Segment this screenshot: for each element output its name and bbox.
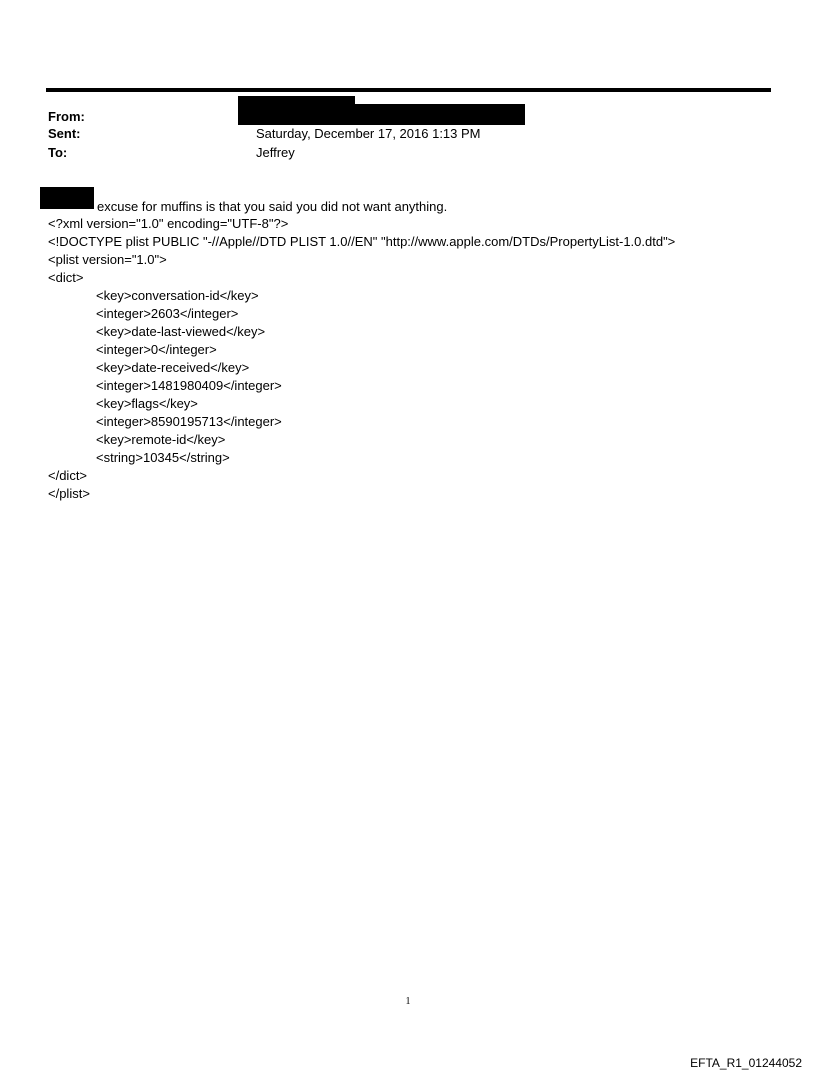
- plist-open-line: <plist version="1.0">: [48, 252, 167, 267]
- page-number: 1: [405, 996, 411, 1007]
- redaction-block: [238, 104, 525, 125]
- to-label: To:: [48, 145, 68, 160]
- doctype-line: <!DOCTYPE plist PUBLIC "-//Apple//DTD PLIST 1.0//EN" "http://www.apple.com/DTDs/PropertyList-1.0.dtd">: [48, 234, 676, 249]
- bates-number: EFTA_R1_01244052: [690, 1056, 802, 1070]
- plist-value-line: <integer>1481980409</integer>: [96, 378, 282, 393]
- redaction-block: [40, 187, 94, 209]
- xml-declaration-line: <?xml version="1.0" encoding="UTF-8"?>: [48, 216, 289, 231]
- plist-key-line: <key>remote-id</key>: [96, 432, 226, 447]
- message-text: excuse for muffins is that you said you did not want anything.: [97, 199, 448, 214]
- dict-close-line: </dict>: [48, 468, 88, 483]
- plist-value-line: <string>10345</string>: [96, 450, 230, 465]
- plist-value-line: <integer>0</integer>: [96, 342, 217, 357]
- plist-value-line: <integer>8590195713</integer>: [96, 414, 282, 429]
- to-value: Jeffrey: [256, 145, 295, 160]
- plist-key-line: <key>date-received</key>: [96, 360, 250, 375]
- header-divider: [46, 88, 771, 92]
- from-label: From:: [48, 109, 85, 124]
- sent-value: Saturday, December 17, 2016 1:13 PM: [256, 126, 481, 141]
- dict-open-line: <dict>: [48, 270, 84, 285]
- plist-value-line: <integer>2603</integer>: [96, 306, 239, 321]
- plist-key-line: <key>flags</key>: [96, 396, 198, 411]
- plist-key-line: <key>date-last-viewed</key>: [96, 324, 266, 339]
- plist-close-line: </plist>: [48, 486, 90, 501]
- sent-label: Sent:: [48, 126, 81, 141]
- plist-key-line: <key>conversation-id</key>: [96, 288, 259, 303]
